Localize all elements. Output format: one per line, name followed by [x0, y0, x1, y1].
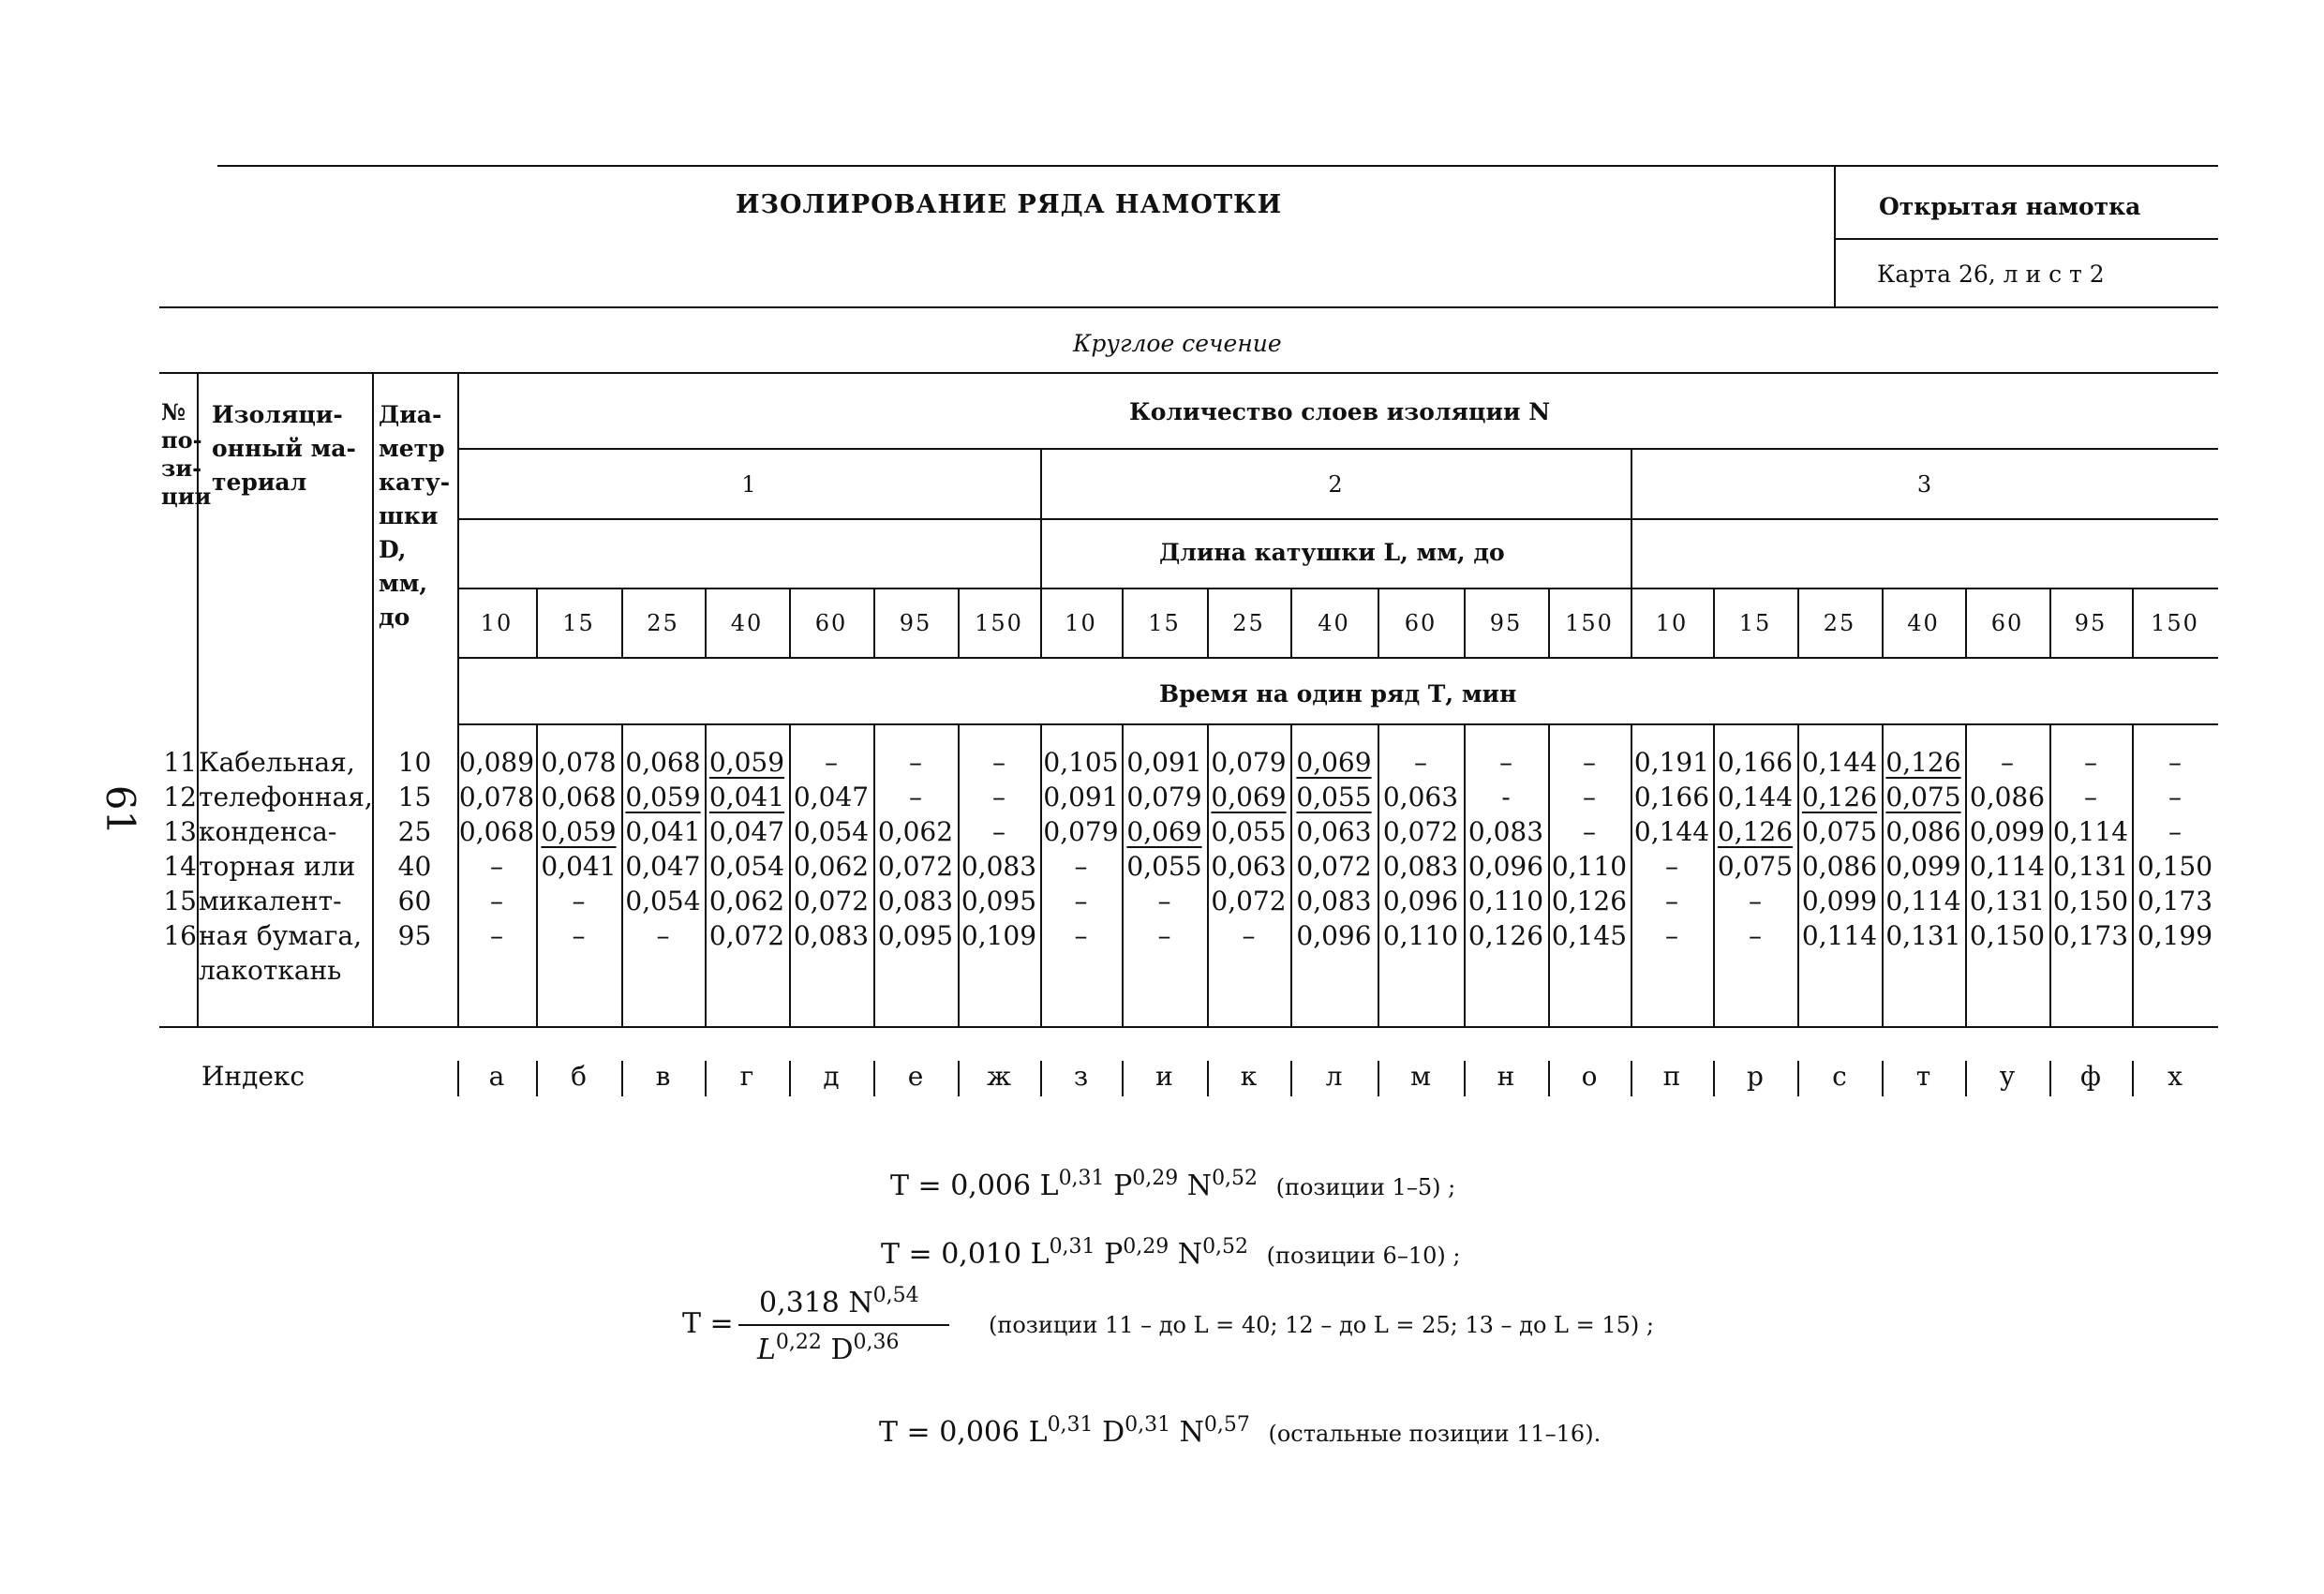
- formula-1-exp1: 0,31: [1058, 1167, 1105, 1190]
- row-position: 12: [163, 782, 197, 812]
- table-cell: 0,054: [625, 886, 701, 916]
- top-rule: [217, 165, 2218, 167]
- length-header: 60: [814, 610, 848, 636]
- table-cell: 0,145: [1551, 920, 1628, 951]
- table-cell: 0,069: [1211, 782, 1287, 812]
- length-header: 10: [480, 610, 514, 636]
- table-cell: 0,126: [1551, 886, 1628, 916]
- table-cell: 0,054: [708, 851, 785, 882]
- material-header-line: онный ма-: [212, 435, 356, 462]
- table-cell: 0,055: [1296, 782, 1372, 812]
- table-cell: 0,059: [541, 816, 617, 847]
- table-cell: 0,047: [708, 816, 785, 847]
- formula-3-den-a-exp: 0,22: [775, 1331, 822, 1354]
- material-header-line: Изоляци-: [212, 401, 343, 428]
- formula-1-base3: N: [1178, 1169, 1213, 1202]
- row-material: лакоткань: [199, 955, 342, 986]
- row-position: 16: [163, 920, 197, 951]
- table-cell: –: [1242, 920, 1256, 951]
- table-cell: 0,072: [1211, 886, 1287, 916]
- length-header: 150: [975, 610, 1023, 636]
- table-cell: 0,072: [1296, 851, 1372, 882]
- index-letter: б: [571, 1061, 587, 1092]
- table-bottom-rule: [159, 1026, 2218, 1028]
- table-cell: –: [572, 920, 586, 951]
- formula-3-den-a: L: [757, 1333, 776, 1366]
- row-diameter: 15: [397, 782, 432, 812]
- index-letter: м: [1410, 1061, 1431, 1092]
- formula-1-main: Т = 0,006 L: [890, 1169, 1059, 1202]
- row-diameter: 10: [397, 747, 432, 778]
- table-cell: 0,083: [1382, 851, 1459, 882]
- table-cell: –: [1157, 886, 1171, 916]
- length-header: 10: [1065, 610, 1097, 636]
- table-cell: 0,068: [541, 782, 617, 812]
- table-cell: 0,150: [1969, 920, 2046, 951]
- length-header: 40: [1318, 610, 1350, 636]
- table-cell: 0,173: [2137, 886, 2213, 916]
- material-header-line: териал: [212, 469, 307, 496]
- diam-header-line: D,: [379, 536, 407, 563]
- index-letter: л: [1325, 1061, 1343, 1092]
- table-cell: 0,059: [708, 747, 785, 778]
- table-cell: 0,069: [1296, 747, 1372, 778]
- table-cell: –: [656, 920, 670, 951]
- formula-3-lhs: Т =: [682, 1307, 734, 1340]
- table-cell: 0,173: [2052, 920, 2129, 951]
- page-title: ИЗОЛИРОВАНИЕ РЯДА НАМОТКИ: [736, 190, 1283, 219]
- table-cell: 0,062: [793, 851, 870, 882]
- row-material: телефонная,: [199, 782, 373, 812]
- table-cell: –: [2001, 747, 2014, 778]
- table-cell: 0,109: [961, 920, 1037, 951]
- formula-2-exp2: 0,29: [1123, 1235, 1169, 1259]
- table-cell: –: [1074, 886, 1088, 916]
- winding-type: Открытая намотка: [1879, 193, 2141, 220]
- table-cell: 0,166: [1633, 782, 1710, 812]
- table-cell: 0,083: [1467, 816, 1544, 847]
- table-cell: 0,047: [793, 782, 870, 812]
- table-cell: 0,144: [1717, 782, 1794, 812]
- length-header: 10: [1655, 610, 1689, 636]
- table-cell: 0,150: [2137, 851, 2213, 882]
- table-cell: 0,059: [625, 782, 701, 812]
- table-cell: –: [2168, 816, 2182, 847]
- index-letter: ф: [2080, 1061, 2101, 1092]
- formula-4-exp3: 0,57: [1203, 1413, 1250, 1437]
- table-cell: 0,083: [877, 886, 954, 916]
- length-header: 25: [647, 610, 679, 636]
- table-cell: -: [1501, 782, 1511, 812]
- diam-header-line: мм,: [379, 570, 428, 597]
- index-letter: н: [1497, 1061, 1515, 1092]
- diam-header-line: метр: [379, 435, 445, 462]
- formula-2-main: Т = 0,010 L: [881, 1238, 1050, 1271]
- num-header-line: №: [161, 398, 186, 425]
- table-cell: 0,054: [793, 816, 870, 847]
- table-cell: 0,126: [1801, 782, 1878, 812]
- table-cell: 0,099: [1801, 886, 1878, 916]
- table-cell: 0,110: [1467, 886, 1544, 916]
- row-position: 15: [163, 886, 197, 916]
- time-title: Время на один ряд Т, мин: [1159, 680, 1517, 708]
- num-header-line: по-: [161, 426, 202, 454]
- table-cell: 0,126: [1467, 920, 1544, 951]
- diam-header-line: Диа-: [379, 401, 442, 428]
- index-letter: р: [1747, 1061, 1764, 1092]
- table-cell: –: [1499, 747, 1512, 778]
- row-diameter: 40: [397, 851, 432, 882]
- table-cell: 0,114: [1885, 886, 1961, 916]
- table-cell: 0,089: [458, 747, 535, 778]
- table-cell: 0,072: [708, 920, 785, 951]
- table-cell: 0,072: [877, 851, 954, 882]
- table-cell: 0,083: [1296, 886, 1372, 916]
- header-mid-rule: [1834, 238, 2218, 240]
- row-diameter: 25: [397, 816, 432, 847]
- section-title: Круглое сечение: [1073, 330, 1282, 357]
- length-header: 95: [899, 610, 932, 636]
- length-header: 40: [730, 610, 764, 636]
- index-letter: з: [1073, 1061, 1089, 1092]
- table-cell: 0,131: [1885, 920, 1961, 951]
- formula-1: [890, 1167, 1455, 1202]
- table-cell: 0,114: [2052, 816, 2129, 847]
- table-cell: 0,075: [1717, 851, 1794, 882]
- table-cell: 0,055: [1211, 816, 1287, 847]
- table-cell: 0,144: [1801, 747, 1878, 778]
- layers-title: Количество слоев изоляции N: [1129, 398, 1551, 425]
- row-material: микалент-: [199, 886, 342, 916]
- table-cell: –: [992, 747, 1006, 778]
- table-cell: 0,110: [1382, 920, 1459, 951]
- table-cell: 0,055: [1126, 851, 1202, 882]
- time-title-rule: [457, 723, 2218, 725]
- table-cell: –: [490, 886, 503, 916]
- table-cell: 0,144: [1633, 816, 1710, 847]
- table-cell: 0,072: [1382, 816, 1459, 847]
- formula-2-exp3: 0,52: [1202, 1235, 1249, 1259]
- index-letter: ж: [987, 1061, 1011, 1092]
- formula-1-exp2: 0,29: [1132, 1167, 1179, 1190]
- table-cell: 0,131: [1969, 886, 2046, 916]
- table-cell: 0,091: [1043, 782, 1119, 812]
- table-cell: 0,110: [1551, 851, 1628, 882]
- row-diameter: 60: [397, 886, 432, 916]
- header-bottom-rule: [159, 306, 2218, 308]
- length-header: 150: [2151, 610, 2199, 636]
- table-cell: 0,068: [625, 747, 701, 778]
- formula-2: [881, 1235, 1460, 1271]
- table-cell: –: [2084, 747, 2097, 778]
- table-cell: 0,068: [458, 816, 535, 847]
- table-cell: –: [992, 816, 1006, 847]
- table-cell: 0,114: [1801, 920, 1878, 951]
- table-cell: 0,083: [961, 851, 1037, 882]
- row-position: 11: [163, 747, 197, 778]
- row-position: 14: [163, 851, 197, 882]
- formula-3-numerator: [759, 1284, 919, 1319]
- table-cell: 0,062: [708, 886, 785, 916]
- formula-3-note: (позиции 11 – до L = 40; 12 – до L = 25; 13 – до L = 15) ;: [989, 1312, 1654, 1338]
- table-cell: –: [1157, 920, 1171, 951]
- table-cell: 0,086: [1969, 782, 2046, 812]
- diam-header-line: кату-: [379, 469, 451, 496]
- table-cell: –: [1583, 747, 1596, 778]
- row-material: ная бумага,: [199, 920, 362, 951]
- fraction-bar: [738, 1324, 949, 1326]
- formula-2-exp1: 0,31: [1049, 1235, 1095, 1259]
- index-letter: а: [488, 1061, 505, 1092]
- page-number: 61: [97, 784, 144, 836]
- table-cell: –: [1583, 816, 1596, 847]
- formula-4-base3: N: [1170, 1416, 1204, 1449]
- table-cell: 0,047: [625, 851, 701, 882]
- index-label: Индекс: [201, 1061, 305, 1092]
- index-letter: г: [739, 1061, 754, 1092]
- formula-4-main: Т = 0,006 L: [879, 1416, 1048, 1449]
- table-cell: 0,199: [2137, 920, 2213, 951]
- card-number: Карта 26, л и с т 2: [1877, 261, 2105, 288]
- table-cell: 0,126: [1717, 816, 1794, 847]
- index-letter: т: [1915, 1061, 1931, 1092]
- length-header: 15: [562, 610, 595, 636]
- table-cell: 0,131: [2052, 851, 2129, 882]
- length-header: 15: [1738, 610, 1772, 636]
- table-cell: 0,041: [541, 851, 617, 882]
- layer-group-1: 1: [741, 471, 756, 498]
- index-letter: в: [655, 1061, 671, 1092]
- table-cell: 0,096: [1382, 886, 1459, 916]
- formula-3-den-b: D: [821, 1333, 854, 1366]
- table-cell: 0,086: [1801, 851, 1878, 882]
- length-header: 25: [1823, 610, 1856, 636]
- table-cell: 0,079: [1043, 816, 1119, 847]
- length-values-rule: [457, 657, 2218, 659]
- length-header: 25: [1232, 610, 1265, 636]
- index-letter: д: [823, 1061, 840, 1092]
- table-cell: –: [2168, 747, 2182, 778]
- formula-2-base3: N: [1169, 1238, 1203, 1271]
- formula-1-base2: P: [1104, 1169, 1133, 1202]
- table-cell: –: [909, 747, 922, 778]
- index-letter: и: [1155, 1061, 1173, 1092]
- table-cell: 0,083: [793, 920, 870, 951]
- table-cell: 0,191: [1633, 747, 1710, 778]
- table-cell: 0,114: [1969, 851, 2046, 882]
- table-cell: –: [490, 920, 503, 951]
- table-cell: –: [490, 851, 503, 882]
- formula-4: [879, 1413, 1601, 1449]
- num-header-line: ции: [161, 483, 212, 510]
- table-cell: 0,095: [877, 920, 954, 951]
- table-cell: 0,063: [1211, 851, 1287, 882]
- group-rule: [457, 518, 2218, 520]
- num-header-line: зи-: [161, 454, 202, 482]
- table-cell: 0,063: [1382, 782, 1459, 812]
- row-material: торная или: [199, 851, 356, 882]
- table-cell: –: [1665, 851, 1678, 882]
- row-material: конденса-: [199, 816, 337, 847]
- layer-group-3: 3: [1916, 471, 1932, 498]
- diam-header-line: до: [379, 603, 410, 631]
- layers-rule: [457, 448, 2218, 450]
- table-cell: –: [1583, 782, 1596, 812]
- layer-group-2: 2: [1328, 471, 1343, 498]
- row-diameter: 95: [397, 920, 432, 951]
- table-cell: 0,086: [1885, 816, 1961, 847]
- index-letter: е: [907, 1061, 924, 1092]
- table-cell: 0,096: [1296, 920, 1372, 951]
- formula-4-exp2: 0,31: [1125, 1413, 1171, 1437]
- length-header: 60: [1990, 610, 2024, 636]
- formula-2-note: (позиции 6–10) ;: [1266, 1243, 1461, 1269]
- table-cell: 0,079: [1126, 782, 1202, 812]
- length-header: 15: [1148, 610, 1181, 636]
- formula-1-note: (позиции 1–5) ;: [1275, 1174, 1456, 1200]
- table-cell: –: [1749, 886, 1762, 916]
- length-title: Длина катушки L, мм, до: [1159, 539, 1505, 566]
- table-cell: –: [2084, 782, 2097, 812]
- table-cell: –: [1074, 851, 1088, 882]
- header-divider: [1834, 165, 1836, 307]
- table-cell: –: [572, 886, 586, 916]
- length-title-rule: [457, 588, 2218, 589]
- table-cell: –: [1749, 920, 1762, 951]
- table-cell: 0,072: [793, 886, 870, 916]
- table-cell: 0,166: [1717, 747, 1794, 778]
- formula-3-den-b-exp: 0,36: [853, 1331, 900, 1354]
- table-cell: –: [1665, 920, 1678, 951]
- table-cell: 0,062: [877, 816, 954, 847]
- table-cell: 0,075: [1885, 782, 1961, 812]
- table-cell: 0,095: [961, 886, 1037, 916]
- index-letter: к: [1240, 1061, 1258, 1092]
- table-cell: 0,079: [1211, 747, 1287, 778]
- table-top-rule: [159, 372, 2218, 374]
- table-cell: 0,099: [1969, 816, 2046, 847]
- table-cell: 0,150: [2052, 886, 2129, 916]
- index-letter: с: [1832, 1061, 1847, 1092]
- formula-3-denominator: [757, 1331, 899, 1366]
- table-cell: 0,075: [1801, 816, 1878, 847]
- diam-header-line: шки: [379, 502, 439, 529]
- table-cell: –: [2168, 782, 2182, 812]
- row-position: 13: [163, 816, 197, 847]
- row-material: Кабельная,: [199, 747, 355, 778]
- formula-2-base2: P: [1095, 1238, 1124, 1271]
- formula-3-num-exp: 0,54: [872, 1284, 919, 1307]
- table-cell: 0,105: [1043, 747, 1119, 778]
- formula-4-base2: D: [1093, 1416, 1125, 1449]
- table-cell: 0,041: [625, 816, 701, 847]
- length-header: 95: [2074, 610, 2108, 636]
- table-cell: –: [1074, 920, 1088, 951]
- table-cell: 0,091: [1126, 747, 1202, 778]
- length-header: 95: [1489, 610, 1523, 636]
- index-letter: о: [1581, 1061, 1598, 1092]
- table-cell: 0,078: [458, 782, 535, 812]
- table-cell: 0,069: [1126, 816, 1202, 847]
- table-cell: –: [909, 782, 922, 812]
- formula-3-num-base: 0,318 N: [759, 1287, 873, 1319]
- index-letter: у: [1999, 1061, 2016, 1092]
- formula-1-exp3: 0,52: [1212, 1167, 1259, 1190]
- table-cell: 0,078: [541, 747, 617, 778]
- table-cell: 0,099: [1885, 851, 1961, 882]
- formula-4-exp1: 0,31: [1047, 1413, 1094, 1437]
- table-cell: 0,041: [708, 782, 785, 812]
- table-cell: –: [992, 782, 1006, 812]
- length-header: 60: [1404, 610, 1438, 636]
- length-header: 150: [1565, 610, 1614, 636]
- table-cell: –: [1414, 747, 1427, 778]
- table-cell: –: [825, 747, 838, 778]
- index-letter: п: [1662, 1061, 1681, 1092]
- formula-4-note: (остальные позиции 11–16).: [1268, 1421, 1601, 1447]
- index-letter: х: [2168, 1061, 2182, 1092]
- length-header: 40: [1907, 610, 1940, 636]
- table-cell: 0,126: [1885, 747, 1961, 778]
- table-cell: 0,096: [1467, 851, 1544, 882]
- table-cell: –: [1665, 886, 1678, 916]
- table-cell: 0,063: [1296, 816, 1372, 847]
